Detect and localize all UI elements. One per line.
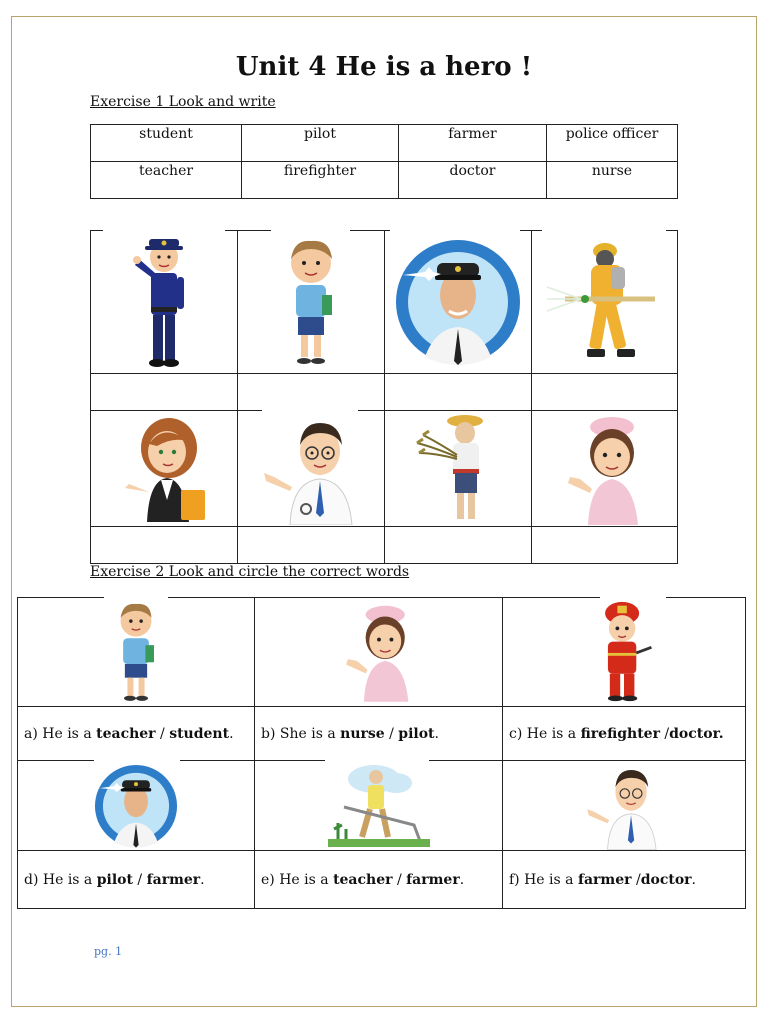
sentence-a: a) He is a teacher / student. [18,707,255,761]
nurse-picture [532,411,678,527]
word-cell: student [91,125,242,162]
sentence-d: d) He is a pilot / farmer. [18,851,255,909]
word-cell: police officer [547,125,678,162]
answer-blank[interactable] [532,527,678,564]
choice-option[interactable]: doctor [640,871,692,888]
choice-option[interactable]: doctor. [669,725,724,742]
student-boy-picture [238,231,385,374]
sentence-e: e) He is a teacher / farmer. [255,851,503,909]
sentence-c: c) He is a firefighter /doctor. [503,707,746,761]
student-boy-picture [18,598,255,707]
exercise2-heading: Exercise 2 Look and circle the correct words [90,564,410,580]
page-number: pg. 1 [94,945,123,958]
answer-blank[interactable] [91,374,238,411]
choice-option[interactable]: nurse [340,725,385,742]
firefighter-kid-picture [503,598,746,707]
police-officer-picture [91,231,238,374]
word-cell: firefighter [242,162,399,199]
word-cell: nurse [547,162,678,199]
choice-option[interactable]: pilot [398,725,435,742]
nurse-picture [255,598,503,707]
choice-option[interactable]: farmer [146,871,201,888]
word-cell: teacher [91,162,242,199]
choice-option[interactable]: pilot [96,871,133,888]
choice-option[interactable]: firefighter [580,725,660,742]
answer-blank[interactable] [238,527,385,564]
answer-blank[interactable] [91,527,238,564]
firefighter-picture [532,231,678,374]
answer-blank[interactable] [238,374,385,411]
answer-blank[interactable] [385,527,532,564]
exercise1-picture-grid [90,230,678,564]
exercise1-heading: Exercise 1 Look and write [90,94,276,110]
doctor-picture [238,411,385,527]
choice-option[interactable]: teacher [96,725,156,742]
exercise2-grid [17,597,746,909]
choice-option[interactable]: teacher [333,871,393,888]
sentence-f: f) He is a farmer /doctor. [503,851,746,909]
word-bank-table [90,124,678,199]
pilot-picture [18,761,255,851]
answer-blank[interactable] [532,374,678,411]
choice-option[interactable]: farmer [577,871,632,888]
pilot-picture [385,231,532,374]
choice-option[interactable]: student [169,725,230,742]
page-title: Unit 4 He is a hero ! [235,52,533,82]
farmer-picture [385,411,532,527]
answer-blank[interactable] [385,374,532,411]
doctor-picture [503,761,746,851]
choice-option[interactable]: farmer [406,871,460,888]
teacher-picture [91,411,238,527]
word-cell: doctor [399,162,547,199]
word-cell: pilot [242,125,399,162]
farmer-working-picture [255,761,503,851]
word-cell: farmer [399,125,547,162]
sentence-b: b) She is a nurse / pilot. [255,707,503,761]
